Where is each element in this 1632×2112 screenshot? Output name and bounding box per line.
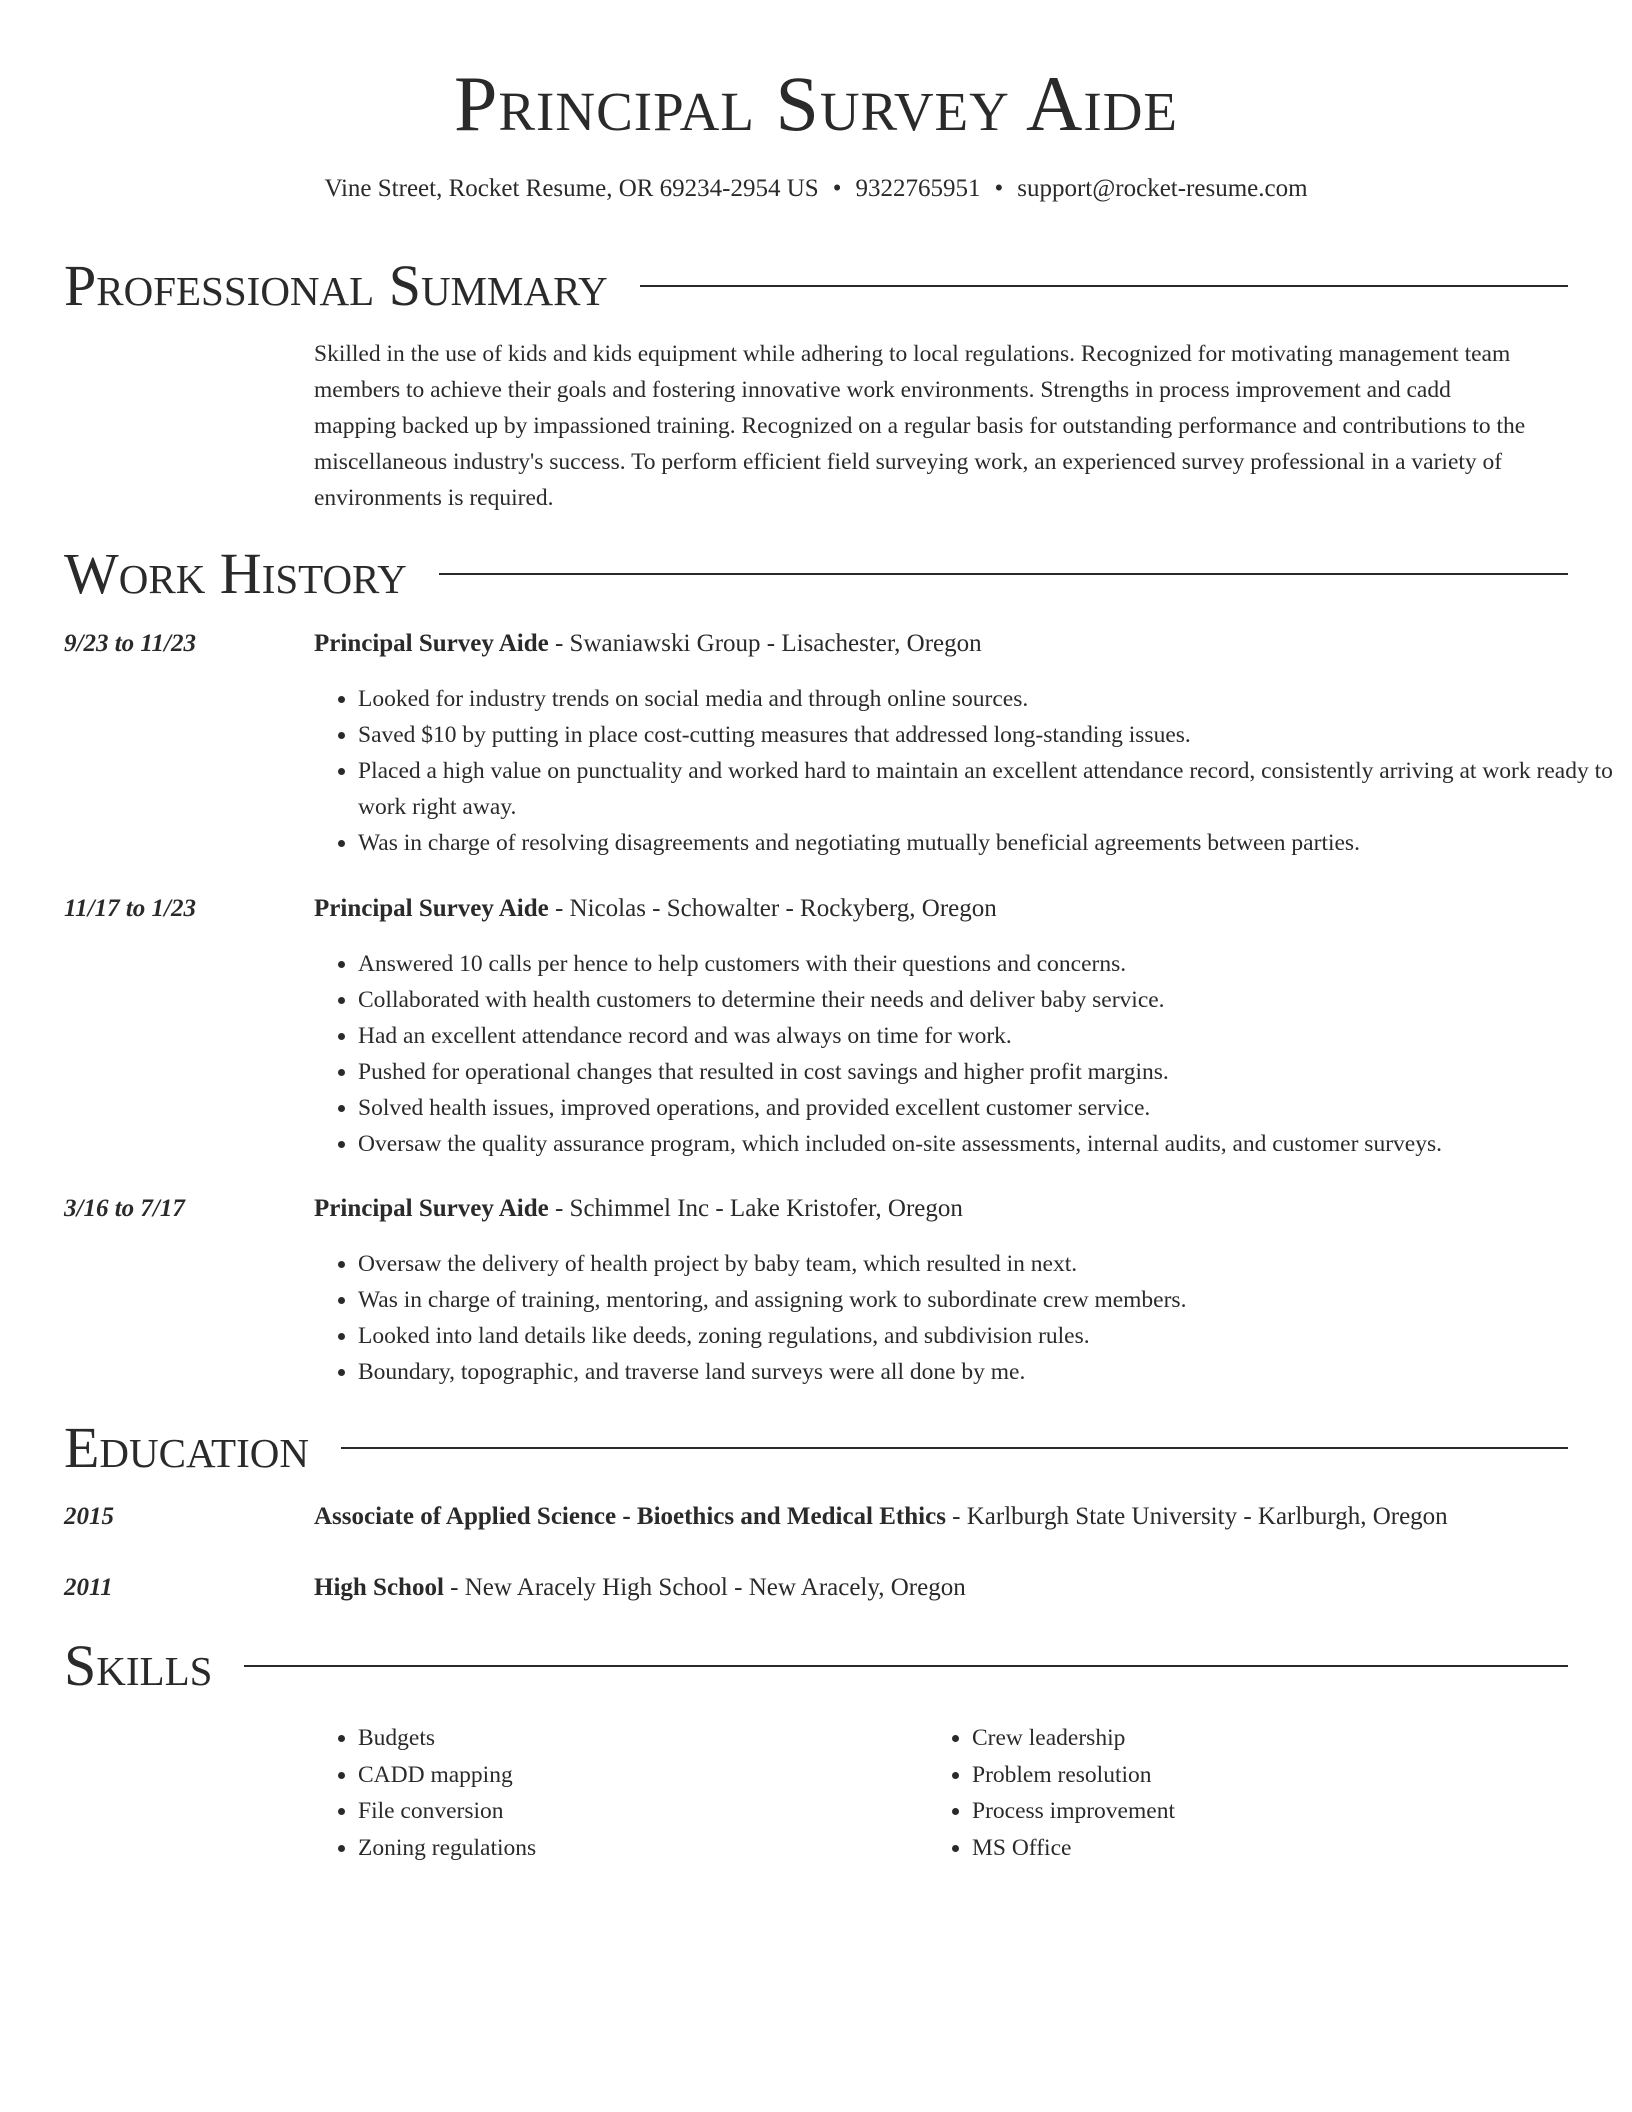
section-divider	[244, 1665, 1568, 1667]
list-item: • Was in charge of resolving disagreements and negotiating mutually beneficial agreements between parties.	[358, 825, 1632, 861]
contact-separator: •	[994, 175, 1004, 202]
list-item: • Had an excellent attendance record and was always on time for work.	[358, 1018, 1632, 1054]
degree-title: High School	[314, 1574, 444, 1601]
work-title-line	[314, 1192, 1568, 1226]
list-item: • Collaborated with health customers to determine their needs and deliver baby service.	[358, 982, 1632, 1018]
skill-item: • Budgets	[358, 1720, 918, 1757]
work-bullets	[314, 681, 1632, 861]
skills-section-title: Skills	[64, 1633, 213, 1698]
work-bullets	[314, 946, 1632, 1162]
work-title-line	[314, 627, 1568, 661]
list-item: • Pushed for operational changes that resulted in cost savings and higher profit margins.	[358, 1054, 1632, 1090]
candidate-name: Principal Survey Aide	[453, 60, 1179, 147]
skill-item: • Problem resolution	[972, 1757, 1532, 1794]
list-item: • Boundary, topographic, and traverse land surveys were all done by me.	[358, 1354, 1632, 1390]
work-dates: 11/17 to 1/23	[64, 895, 196, 922]
work-title-line	[314, 892, 1568, 926]
job-details: - Schimmel Inc - Lake Kristofer, Oregon	[548, 1195, 963, 1222]
work-section-title: Work History	[64, 541, 407, 606]
list-item: • Answered 10 calls per hence to help customers with their questions and concerns.	[358, 946, 1632, 982]
education-line	[314, 1500, 1568, 1534]
summary-section-title: Professional Summary	[64, 253, 608, 318]
list-item: • Looked for industry trends on social media and through online sources.	[358, 681, 1632, 717]
school-details: - Karlburgh State University - Karlburgh, Oregon	[945, 1503, 1448, 1530]
skills-list-left	[314, 1720, 918, 1866]
section-divider	[341, 1447, 1568, 1449]
section-divider	[439, 573, 1568, 575]
skill-item: • CADD mapping	[358, 1757, 918, 1794]
list-item: • Saved $10 by putting in place cost-cutting measures that addressed long-standing issues.	[358, 717, 1632, 753]
contact-line	[0, 172, 1632, 206]
skills-section-header	[64, 1634, 1568, 1698]
job-title: Principal Survey Aide	[314, 1195, 549, 1222]
contact-email: support@rocket-resume.com	[1017, 175, 1308, 202]
work-dates: 3/16 to 7/17	[64, 1195, 185, 1222]
job-details: - Swaniawski Group - Lisachester, Oregon	[548, 630, 982, 657]
list-item: • Was in charge of training, mentoring, and assigning work to subordinate crew members.	[358, 1282, 1632, 1318]
skill-item: • Zoning regulations	[358, 1830, 918, 1867]
job-title: Principal Survey Aide	[314, 895, 549, 922]
contact-address: Vine Street, Rocket Resume, OR 69234-2954 US	[324, 175, 819, 202]
education-section-header	[64, 1416, 1568, 1480]
work-section-header	[64, 542, 1568, 606]
list-item: • Looked into land details like deeds, zoning regulations, and subdivision rules.	[358, 1318, 1632, 1354]
section-divider	[640, 285, 1568, 287]
summary-section-header	[64, 254, 1568, 318]
education-section-title: Education	[64, 1415, 309, 1480]
education-year: 2011	[64, 1574, 113, 1601]
work-dates: 9/23 to 11/23	[64, 630, 196, 657]
contact-phone: 9322765951	[855, 175, 981, 202]
skill-item: • MS Office	[972, 1830, 1532, 1867]
contact-separator: •	[832, 175, 842, 202]
work-bullets	[314, 1246, 1632, 1390]
list-item: • Solved health issues, improved operations, and provided excellent customer service.	[358, 1090, 1632, 1126]
list-item: • Oversaw the quality assurance program, which included on-site assessments, internal audits, and customer surveys.	[358, 1126, 1632, 1162]
job-details: - Nicolas - Schowalter - Rockyberg, Oregon	[548, 895, 997, 922]
list-item: • Placed a high value on punctuality and worked hard to maintain an excellent attendance record, consistently arriving at work ready to work right away.	[358, 753, 1632, 825]
skill-item: • Crew leadership	[972, 1720, 1532, 1757]
degree-title: Associate of Applied Science - Bioethics and Medical Ethics	[314, 1503, 946, 1530]
job-title: Principal Survey Aide	[314, 630, 549, 657]
education-year: 2015	[64, 1503, 114, 1530]
skills-list-right	[928, 1720, 1532, 1866]
professional-summary-text: Skilled in the use of kids and kids equipment while adhering to local regulations. Recognized for motivating management team members to achieve their goals and fostering innovative work environments. Strengths in process improvement and cadd mapping backed up by impassioned training. Recognized on a regular basis for outstanding performance and contributions to the miscellaneous industry's success. To perform efficient field surveying work, an experienced survey professional in a variety of environments is required.	[314, 341, 1526, 511]
skill-item: • Process improvement	[972, 1793, 1532, 1830]
education-line	[314, 1571, 1568, 1605]
list-item: • Oversaw the delivery of health project by baby team, which resulted in next.	[358, 1246, 1632, 1282]
skill-item: • File conversion	[358, 1793, 918, 1830]
school-details: - New Aracely High School - New Aracely, Oregon	[443, 1574, 966, 1601]
